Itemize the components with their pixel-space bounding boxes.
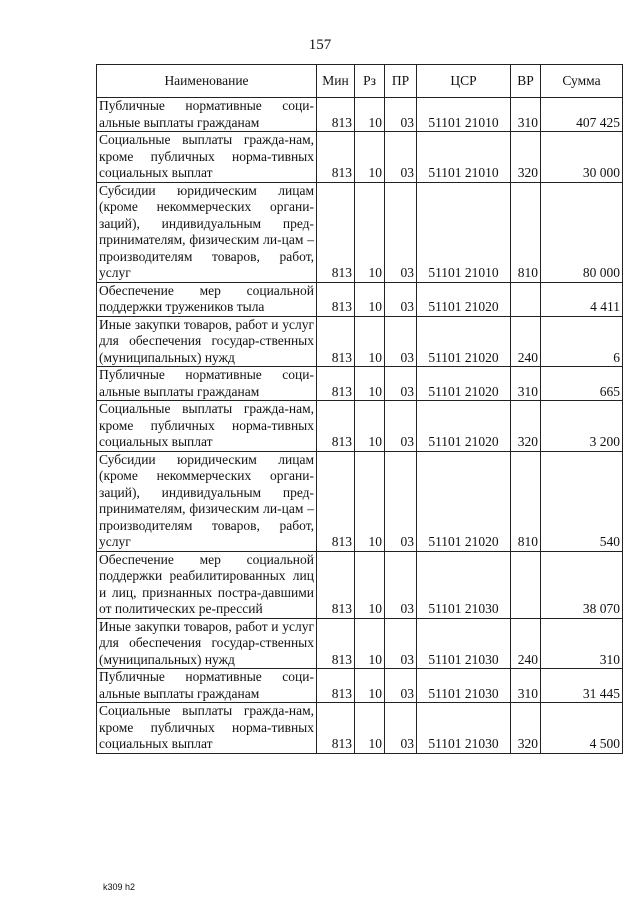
cell-rz: 10 [355,551,385,618]
cell-sum: 30 000 [541,132,623,183]
cell-pr: 03 [385,132,417,183]
table-row [97,401,623,452]
cell-pr: 03 [385,316,417,367]
cell-sum: 4 500 [541,703,623,754]
cell-sum: 80 000 [541,182,623,282]
cell-min: 813 [317,98,355,132]
cell-csr: 51101 21030 [417,551,511,618]
cell-vr: 240 [511,618,541,669]
cell-name: Социальные выплаты гражда-нам, кроме публичных норма-тивных социальных выплат [97,401,317,452]
header-csr: ЦСР [417,65,511,98]
cell-sum: 4 411 [541,282,623,316]
header-pr: ПР [385,65,417,98]
cell-min: 813 [317,451,355,551]
cell-vr: 240 [511,316,541,367]
cell-vr: 320 [511,401,541,452]
cell-rz: 10 [355,282,385,316]
cell-sum: 540 [541,451,623,551]
header-min: Мин [317,65,355,98]
table-row [97,132,623,183]
cell-name: Субсидии юридическим лицам (кроме некоммерческих органи-заций), индивидуальным пред-принимателям, физическим ли-цам – производителям товаров, работ, услуг [97,182,317,282]
cell-min: 813 [317,401,355,452]
cell-vr: 810 [511,182,541,282]
cell-rz: 10 [355,98,385,132]
table-row [97,669,623,703]
cell-name: Субсидии юридическим лицам (кроме некоммерческих органи-заций), индивидуальным пред-принимателям, физическим ли-цам – производителям товаров, работ, услуг [97,451,317,551]
header-rz: Рз [355,65,385,98]
table-row [97,98,623,132]
cell-sum: 3 200 [541,401,623,452]
cell-vr: 320 [511,132,541,183]
cell-name: Обеспечение мер социальной поддержки реабилитированных лиц и лиц, признанных постра-давшими от политических ре-прессий [97,551,317,618]
cell-csr: 51101 21020 [417,367,511,401]
footer-code: k309 h2 [103,882,136,892]
header-vr: ВР [511,65,541,98]
cell-name: Иные закупки товаров, работ и услуг для обеспечения государ-ственных (муниципальных) нужд [97,618,317,669]
table-row [97,551,623,618]
cell-name: Обеспечение мер социальной поддержки тружеников тыла [97,282,317,316]
cell-vr: 810 [511,451,541,551]
cell-min: 813 [317,132,355,183]
cell-csr: 51101 21030 [417,669,511,703]
cell-rz: 10 [355,367,385,401]
cell-csr: 51101 21010 [417,98,511,132]
cell-pr: 03 [385,98,417,132]
cell-csr: 51101 21030 [417,618,511,669]
cell-vr: 310 [511,367,541,401]
cell-min: 813 [317,367,355,401]
table-row [97,451,623,551]
cell-csr: 51101 21010 [417,182,511,282]
cell-rz: 10 [355,182,385,282]
table-row [97,316,623,367]
cell-vr: 310 [511,98,541,132]
cell-vr [511,551,541,618]
cell-name: Социальные выплаты гражда-нам, кроме публичных норма-тивных социальных выплат [97,132,317,183]
cell-csr: 51101 21030 [417,703,511,754]
budget-table [96,64,623,754]
cell-pr: 03 [385,282,417,316]
cell-min: 813 [317,618,355,669]
cell-min: 813 [317,703,355,754]
cell-sum: 407 425 [541,98,623,132]
table-row [97,618,623,669]
table-body [97,98,623,754]
header-sum: Сумма [541,65,623,98]
header-name: Наименование [97,65,317,98]
cell-name: Социальные выплаты гражда-нам, кроме публичных норма-тивных социальных выплат [97,703,317,754]
cell-sum: 6 [541,316,623,367]
cell-csr: 51101 21020 [417,401,511,452]
cell-rz: 10 [355,451,385,551]
cell-rz: 10 [355,618,385,669]
cell-rz: 10 [355,703,385,754]
table-row [97,367,623,401]
cell-name: Публичные нормативные соци-альные выплаты гражданам [97,367,317,401]
cell-vr: 310 [511,669,541,703]
cell-min: 813 [317,551,355,618]
cell-sum: 310 [541,618,623,669]
cell-pr: 03 [385,367,417,401]
cell-pr: 03 [385,669,417,703]
cell-name: Публичные нормативные соци-альные выплаты гражданам [97,98,317,132]
table-row [97,703,623,754]
cell-rz: 10 [355,669,385,703]
cell-pr: 03 [385,451,417,551]
cell-min: 813 [317,282,355,316]
cell-name: Публичные нормативные соци-альные выплаты гражданам [97,669,317,703]
cell-csr: 51101 21020 [417,282,511,316]
cell-pr: 03 [385,401,417,452]
table-row [97,282,623,316]
cell-pr: 03 [385,618,417,669]
table-row [97,182,623,282]
cell-pr: 03 [385,703,417,754]
cell-sum: 31 445 [541,669,623,703]
cell-vr [511,282,541,316]
cell-vr: 320 [511,703,541,754]
page-number: 157 [308,37,332,53]
cell-csr: 51101 21020 [417,316,511,367]
cell-rz: 10 [355,316,385,367]
cell-pr: 03 [385,551,417,618]
cell-min: 813 [317,316,355,367]
cell-csr: 51101 21010 [417,132,511,183]
cell-sum: 38 070 [541,551,623,618]
cell-csr: 51101 21020 [417,451,511,551]
cell-rz: 10 [355,132,385,183]
cell-min: 813 [317,182,355,282]
table-header-row [97,65,623,98]
cell-sum: 665 [541,367,623,401]
cell-rz: 10 [355,401,385,452]
cell-pr: 03 [385,182,417,282]
cell-name: Иные закупки товаров, работ и услуг для обеспечения государ-ственных (муниципальных) нужд [97,316,317,367]
cell-min: 813 [317,669,355,703]
